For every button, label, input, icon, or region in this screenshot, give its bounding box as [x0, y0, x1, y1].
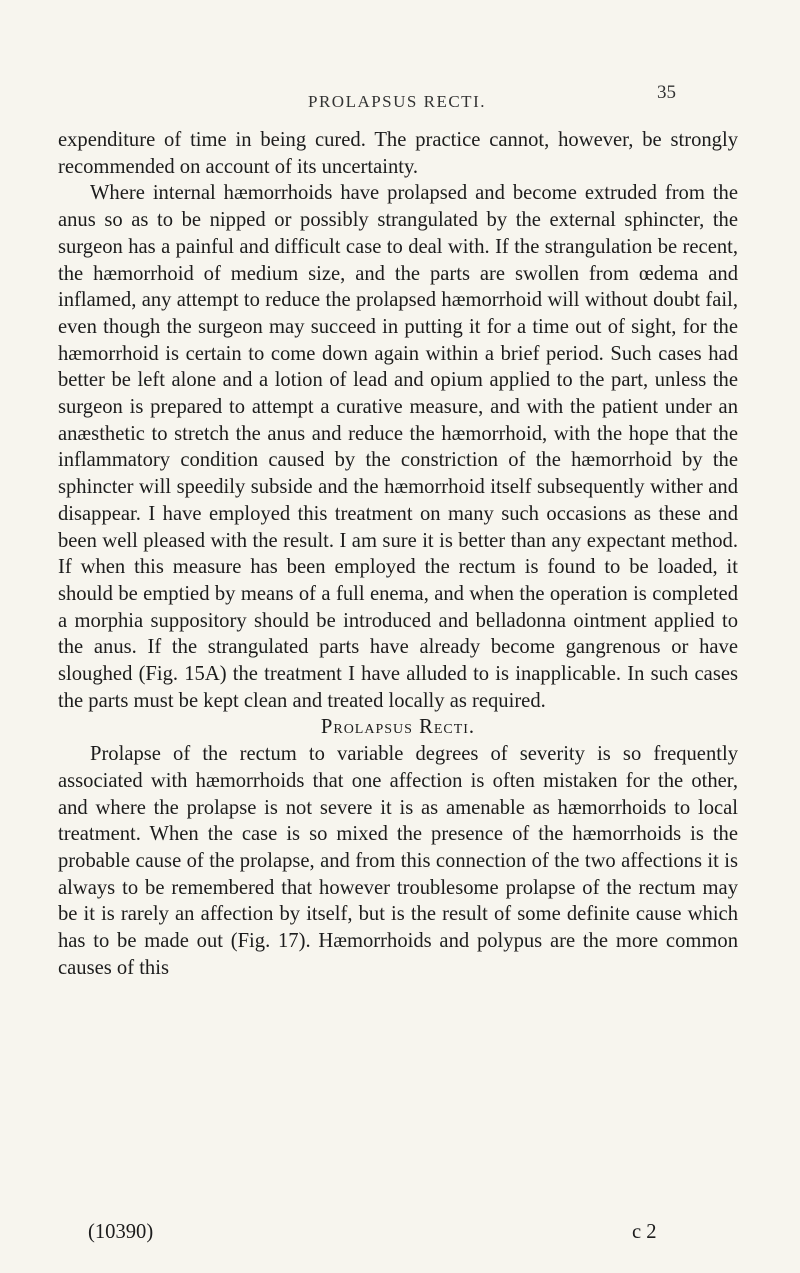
paragraph-continuation: expenditure of time in being cured. The practice cannot, however, be strongly recommended on account of its uncertainty. [58, 129, 738, 178]
printer-signature: (10390) [88, 1221, 154, 1243]
paragraph-prolapse-of-rectum: Prolapse of the rectum to variable degrees of severity is so frequently associated with hæmorrhoids that one affection is often mistaken for the other, and where the prolapse is not severe it is as amenable as hæmorrhoids to local treatment. When the case is so mixed the presence of the hæmorrhoids is the probable cause of the prolapse, and from this connection of the two affections it is always to be remembered that however troublesome prolapse of the rectum may be it is rarely an affection by itself, but is the result of some definite cause which has to be made out (Fig. 17). Hæmorrhoids and polypus are the more common causes of this [58, 743, 738, 979]
running-head [0, 82, 800, 116]
body-text [58, 127, 738, 982]
running-title: PROLAPSUS RECTI. [308, 92, 486, 111]
page-number: 35 [657, 82, 676, 103]
section-heading: Prolapsus Recti. [320, 716, 476, 739]
page-footer [0, 1221, 800, 1251]
gathering-mark: c 2 [632, 1221, 657, 1243]
paragraph-strangulated-haemorrhoids: Where internal hæmorrhoids have prolapsed and become extruded from the anus so as to be nipped or possibly strangulated by the external sphincter, the surgeon has a painful and difficult case to deal with. If the strangulation be recent, the hæmorrhoid of medium size, and the parts are swollen from œdema and inflamed, any attempt to reduce the prolapsed hæmorrhoid will without doubt fail, even though the surgeon may succeed in putting it for a time out of sight, for the hæmorrhoid is certain to come down again within a brief period. Such cases had better be left alone and a lotion of lead and opium applied to the part, unless the surgeon is prepared to attempt a curative measure, and with the patient under an anæsthetic to stretch the anus and reduce the hæmorrhoid, with the hope that the inflammatory condition caused by the constriction of the hæmorrhoid by the sphincter will speedily subside and the hæmorrhoid itself subsequently wither and disappear. I have employed this treatment on many such occasions as these and been well pleased with the result. I am sure it is better than any expectant method. If when this measure has been employed the rectum is found to be loaded, it should be emptied by means of a full enema, and when the operation is completed a morphia suppository should be introduced and belladonna ointment applied to the anus. If the strangulated parts have already become gangrenous or have sloughed (Fig. 15A) the treatment I have alluded to is inapplicable. In such cases the parts must be kept clean and treated locally as required. [58, 182, 738, 712]
